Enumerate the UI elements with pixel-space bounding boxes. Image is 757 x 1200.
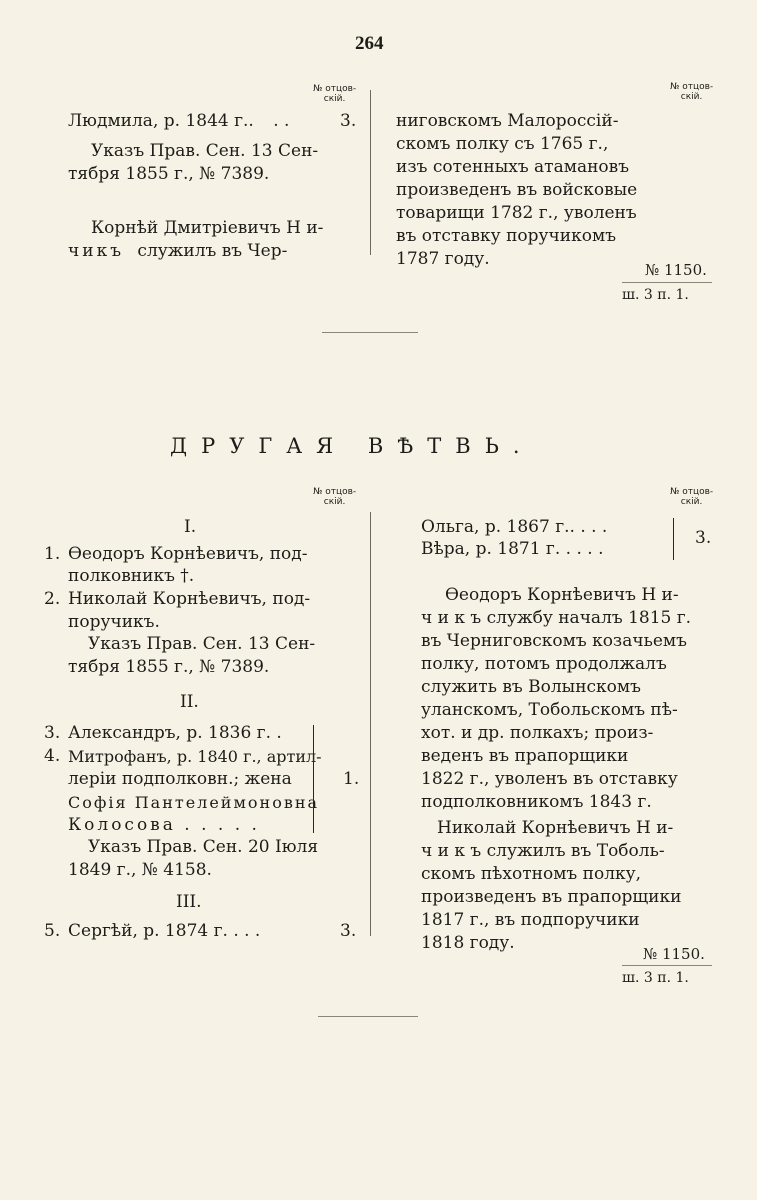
biography-line: произведенъ въ прапорщики	[421, 887, 682, 907]
column-label-line1: № отцов-	[313, 84, 357, 94]
biography-block	[396, 110, 637, 271]
list-item: полковникъ †.	[68, 566, 195, 586]
biography-line: хот. и др. полкахъ; произ-	[421, 723, 654, 743]
entry-father-num: 3.	[340, 921, 357, 941]
biography-line: ч и к ъ служилъ въ Тоболь-	[421, 841, 665, 861]
group-father-num: 3.	[695, 528, 712, 548]
biography-line: ниговскомъ Малороссій-	[396, 111, 619, 131]
list-item-number: 1.	[44, 544, 61, 564]
entry-father-num: 3.	[340, 111, 357, 131]
column-label	[670, 487, 713, 507]
biography-line: Корнѣй Дмитріевичъ Н и-	[91, 218, 324, 238]
biography-block	[421, 817, 681, 955]
column-label-line1: № отцов-	[670, 82, 714, 92]
list-item: поручикъ.	[68, 612, 160, 632]
section-divider	[322, 332, 418, 333]
biography-line: служить въ Волынскомъ	[421, 677, 641, 697]
column-label	[313, 487, 356, 507]
column-label	[313, 84, 356, 104]
list-item-number: 2.	[44, 589, 61, 609]
column-label-line1: № отцов-	[313, 487, 357, 497]
group-father-num: 1.	[343, 769, 360, 789]
section-numeral: II.	[180, 692, 199, 712]
entry-dots: . .	[273, 111, 290, 131]
list-item: Ѳеодоръ Корнѣевичъ, под-	[68, 544, 308, 564]
section-divider	[318, 1016, 418, 1017]
list-item: Сергѣй, р. 1874 г. . . .	[68, 921, 261, 941]
biography-line: полку, потомъ продолжалъ	[421, 654, 667, 674]
column-label-line1: № отцов-	[670, 487, 714, 497]
biography-line: Николай Корнѣевичъ Н и-	[437, 818, 674, 838]
column-divider	[370, 512, 371, 936]
biography-line: уланскомъ, Тобольскомъ пѣ-	[421, 700, 678, 720]
page-number: 264	[355, 33, 384, 54]
biography-line: изъ сотенныхъ атамановъ	[396, 157, 630, 177]
list-item: Николай Корнѣевичъ, под-	[68, 589, 311, 609]
archive-number: № 1150.	[645, 261, 707, 279]
archive-number: № 1150.	[643, 945, 705, 963]
list-item: Александръ, р. 1836 г. .	[68, 723, 282, 743]
column-divider	[370, 90, 371, 255]
biography-line: въ Черниговскомъ козачьемъ	[421, 631, 687, 651]
column-label-line2: скій.	[680, 92, 703, 102]
daughter-entry: Ольга, р. 1867 г.. . . .	[421, 517, 608, 537]
column-label-line2: скій.	[323, 94, 346, 104]
ukaz-line: Указъ Прав. Сен. 20 Іюля	[88, 837, 319, 857]
section-heading: ДРУГАЯ ВѢТВЬ.	[170, 434, 534, 458]
biography-block	[421, 584, 691, 814]
archive-location: ш. 3 п. 1.	[622, 970, 689, 986]
rule	[622, 282, 712, 283]
list-item: Колосова . . . . .	[68, 815, 260, 835]
section-numeral: III.	[176, 892, 202, 912]
biography-line: товарищи 1782 г., уволенъ	[396, 203, 637, 223]
column-label	[670, 82, 713, 102]
ukaz-line: 1849 г., № 4158.	[68, 860, 212, 880]
ukaz-line: тября 1855 г., № 7389.	[68, 657, 270, 677]
biography-line: 1822 г., уволенъ въ отставку	[421, 769, 678, 789]
biography-line: скомъ полку съ 1765 г.,	[396, 134, 609, 154]
list-item-number: 3.	[44, 723, 61, 743]
biography-line: 1818 году.	[421, 933, 515, 953]
column-label-line2: скій.	[323, 497, 346, 507]
group-bracket	[670, 518, 674, 560]
ukaz-line: Указъ Прав. Сен. 13 Сен-	[91, 141, 319, 161]
biography-line: 1787 году.	[396, 249, 490, 269]
surname: чикъ	[68, 241, 125, 261]
list-item-number: 5.	[44, 921, 61, 941]
biography-line: 1817 г., въ подпоручики	[421, 910, 640, 930]
biography-line: скомъ пѣхотномъ полку,	[421, 864, 642, 884]
list-item-number: 4.	[44, 746, 61, 766]
entry-name: Людмила, р. 1844 г..	[68, 111, 254, 131]
biography-line: произведенъ въ войсковые	[396, 180, 638, 200]
column-label-line2: скій.	[680, 497, 703, 507]
list-item: леріи подполковн.; жена	[68, 769, 292, 789]
list-item: Софія Пантелеймоновна	[68, 793, 320, 812]
biography-line: подполковникомъ 1843 г.	[421, 792, 652, 812]
biography-line: въ отставку поручикомъ	[396, 226, 617, 246]
archive-location: ш. 3 п. 1.	[622, 287, 689, 303]
biography-line: веденъ въ прапорщики	[421, 746, 629, 766]
biography-line: Ѳеодоръ Корнѣевичъ Н и-	[445, 585, 679, 605]
ukaz-line: Указъ Прав. Сен. 13 Сен-	[88, 634, 316, 654]
entry-ludmila	[68, 110, 358, 133]
section-numeral: I.	[184, 517, 197, 537]
biography-line: ч и к ъ службу началъ 1815 г.	[421, 608, 692, 628]
biography-text: служилъ въ Чер-	[137, 241, 288, 261]
ukaz-line: тября 1855 г., № 7389.	[68, 164, 270, 184]
rule	[622, 965, 712, 966]
list-item: Митрофанъ, р. 1840 г., артил-	[68, 747, 322, 766]
daughter-entry: Вѣра, р. 1871 г. . . . .	[421, 539, 604, 559]
group-bracket	[310, 725, 314, 833]
biography-line	[68, 240, 287, 263]
